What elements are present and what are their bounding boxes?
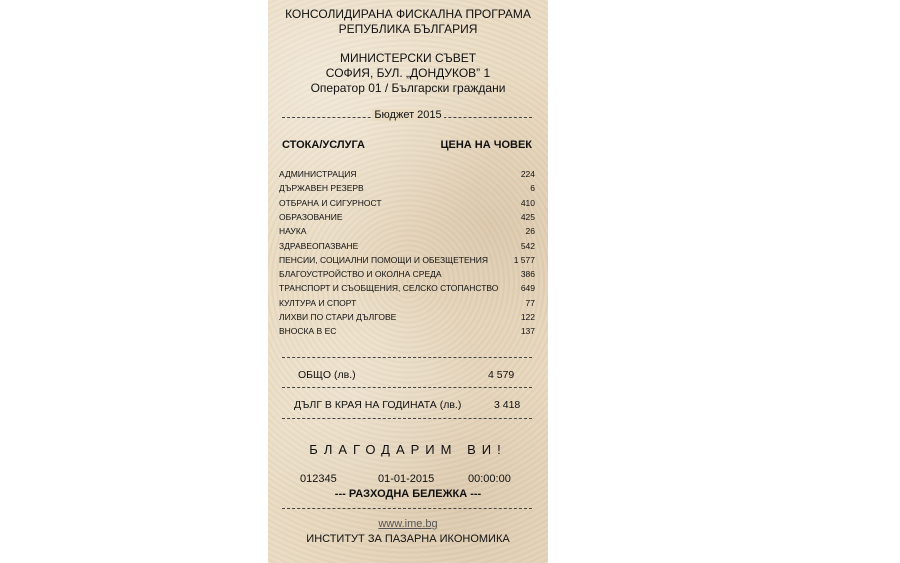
total-label: ОБЩО (лв.) (298, 369, 356, 381)
divider (282, 418, 532, 419)
item-label: НАУКА (279, 226, 307, 237)
item-value: 542 (520, 240, 535, 251)
item-label: ДЪРЖАВЕН РЕЗЕРВ (279, 183, 364, 194)
list-item (279, 283, 535, 294)
divider (282, 508, 532, 509)
receipt-type: --- РАЗХОДНА БЕЛЕЖКА --- (334, 488, 482, 500)
list-item (279, 312, 535, 323)
header-line-council: МИНИСТЕРСКИ СЪВЕТ (339, 51, 477, 65)
website-link[interactable]: www.ime.bg (378, 518, 438, 530)
column-header-price: ЦЕНА НА ЧОВЕК (440, 139, 532, 151)
receipt-time: 00:00:00 (468, 473, 511, 485)
item-label: ТРАНСПОРТ И СЪОБЩЕНИЯ, СЕЛСКО СТОПАНСТВО (279, 283, 499, 294)
item-value: 425 (520, 211, 535, 222)
item-value: 649 (520, 283, 535, 294)
item-label: ПЕНСИИ, СОЦИАЛНИ ПОМОЩИ И ОБЕЗЩЕТЕНИЯ (279, 254, 489, 265)
list-item (279, 269, 535, 280)
item-value: 26 (525, 226, 535, 237)
item-value: 1 577 (513, 254, 535, 265)
item-value: 77 (525, 297, 535, 308)
debt-value: 3 418 (494, 399, 521, 411)
divider (282, 357, 532, 358)
item-value: 410 (520, 197, 535, 208)
list-item (279, 255, 535, 266)
receipt-number: 012345 (300, 473, 337, 485)
debt-label: ДЪЛГ В КРАЯ НА ГОДИНАТА (лв.) (294, 399, 462, 411)
list-item (279, 241, 535, 252)
item-label: КУЛТУРА И СПОРТ (279, 297, 357, 308)
receipt-date: 01-01-2015 (378, 473, 435, 485)
item-label: ЗДРАВЕОПАЗВАНЕ (279, 240, 359, 251)
divider (282, 387, 532, 388)
item-value: 224 (520, 169, 535, 179)
list-item (279, 198, 535, 209)
total-value: 4 579 (488, 369, 515, 381)
list-item (279, 326, 535, 337)
item-label: ЛИХВИ ПО СТАРИ ДЪЛГОВЕ (279, 312, 397, 322)
list-item (279, 169, 535, 180)
list-item (279, 212, 535, 223)
list-item (279, 183, 535, 194)
list-item (279, 226, 535, 237)
item-label: АДМИНИСТРАЦИЯ (279, 169, 357, 179)
header-line-address: СОФИЯ, БУЛ. „ДОНДУКОВ” 1 (325, 66, 491, 80)
institute-name: ИНСТИТУТ ЗА ПАЗАРНА ИКОНОМИКА (306, 533, 510, 545)
budget-label: Бюджет 2015 (374, 109, 442, 121)
item-value: 6 (530, 183, 535, 194)
header-line-program: КОНСОЛИДИРАНА ФИСКАЛНА ПРОГРАМА (285, 7, 531, 21)
header-line-country: РЕПУБЛИКА БЪЛГАРИЯ (338, 22, 478, 36)
header-line-operator: Оператор 01 / Български граждани (310, 81, 506, 95)
list-item (279, 298, 535, 309)
receipt (268, 0, 548, 563)
item-value: 137 (520, 326, 535, 337)
column-header-item: СТОКА/УСЛУГА (282, 139, 365, 151)
item-label: ОБРАЗОВАНИЕ (279, 211, 343, 222)
item-value: 386 (520, 269, 535, 280)
item-label: ОТБРАНА И СИГУРНОСТ (279, 197, 382, 208)
item-value: 122 (520, 312, 535, 322)
thanks-message: БЛАГОДАРИМ ВИ! (309, 442, 507, 457)
item-label: ВНОСКА В ЕС (279, 326, 337, 337)
item-label: БЛАГОУСТРОЙСТВО И ОКОЛНА СРЕДА (279, 269, 442, 280)
